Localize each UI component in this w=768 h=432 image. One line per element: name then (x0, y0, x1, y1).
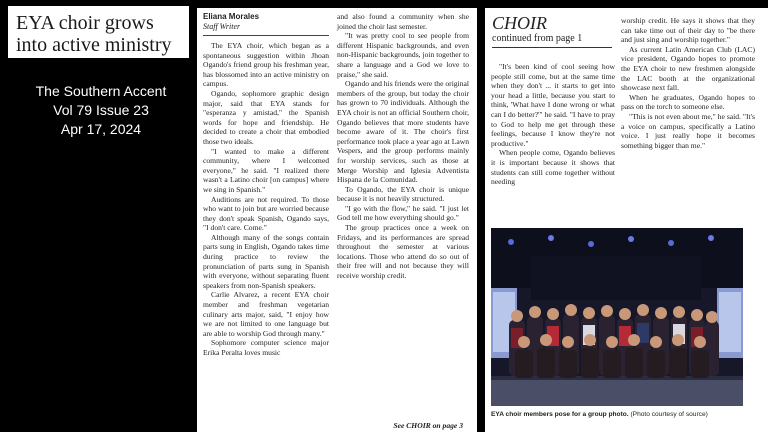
article-page-front (197, 8, 477, 432)
paragraph: Ogando and his friends were the original members of the group, but today the choir has grown to 70 individuals. Although the EYA choir is not an official Southern choir, Ogando believes that more students have become aware of it. The choir's first performance took place a year ago at Lawn Vespers, and the group performs mainly for worship services, such as those at Merge Worship and Iglesia Adventista Hispana de la Comunidad. (337, 79, 469, 185)
paragraph: When people come, Ogando believes it is important because it shows that students can still come together without needing (491, 148, 615, 187)
paragraph: Although many of the songs contain parts sung in English, Ogando takes time during practice to review the pronunciation of parts sung in Spanish with everyone, without separating fluent speakers from non-Spanish speakers. (203, 232, 329, 290)
paragraph: The group practices once a week on Fridays, and its performances are spread throughout the semester at various locations. Those who attend do so out of their free will and not because they will receive worship credit. (337, 223, 469, 281)
publication-issue: Vol 79 Issue 23 (53, 102, 149, 118)
article-column-2 (337, 12, 469, 281)
publication-name: The Southern Accent (35, 83, 167, 99)
caption-text: EYA choir members pose for a group photo. (491, 411, 629, 418)
headline-box (8, 6, 189, 58)
photo-caption (491, 410, 761, 419)
headline: EYA choir grows into active ministry (16, 12, 172, 56)
caption-credit: (Photo courtesy of source) (630, 411, 708, 418)
paragraph: As current Latin American Club (LAC) vice president, Ogando hopes to promote the EYA choir to new freshmen alongside the LAC booth at the organizational showcase next fall. (621, 44, 755, 93)
continued-header (492, 14, 612, 48)
paragraph: worship credit. He says it shows that they can take time out of their day to "be there and just sing and worship together." (621, 16, 755, 45)
jump-line: See CHOIR on page 3 (393, 421, 463, 430)
article-page-continued (485, 8, 768, 432)
paragraph: "This is not even about me," he said. "It's a voice on campus, specifically a Latino voice. I just really hope it becomes something bigger than me." (621, 111, 755, 150)
paragraph: Sophomore computer science major Erika Peralta loves music (203, 338, 329, 357)
continued-title: CHOIR (492, 13, 547, 33)
paragraph: "I wanted to make a different community, where I welcomed everyone," he said. "I realized there wasn't a Latino choir [on campus] where we sing in Spanish." (203, 146, 329, 194)
article-column-1 (203, 12, 329, 358)
byline-role: Staff Writer (203, 22, 329, 36)
paragraph: To Ogando, the EYA choir is unique because it is not heavily structured. (337, 184, 469, 204)
paragraph: "It's been kind of cool seeing how people still come, but at the same time when they don't ... it starts to get into your head a little, because you start to think, 'What have I done wrong or what can I do better?'" he said. "I have to pray to God to help me get through these feelings, because I know they're not productive." (491, 62, 615, 148)
paragraph: "It was pretty cool to see people from different Hispanic backgrounds, and even non-Hispanic backgrounds, join together to share a language and a God we love to praise," she said. (337, 31, 469, 79)
publication-info (10, 82, 192, 139)
choir-group-photo (491, 228, 743, 406)
paragraph: When he graduates, Ogando hopes to pass on the torch to someone else. (621, 92, 755, 112)
article-column-3 (491, 62, 615, 187)
continued-subtitle: continued from page 1 (492, 33, 583, 44)
paragraph: Carlie Alvarez, a recent EYA choir member and freshman vegetarian culinary arts major, said, "I enjoy how we are not limited to one language but are able to worship God through many." (203, 290, 329, 338)
paragraph: and also found a community when she joined the choir last semester. (337, 12, 469, 31)
article-column-4 (621, 16, 755, 150)
paragraph: Ogando, sophomore graphic design major, said that EYA stands for "esperanza y amistad," the Spanish words for hope and friendship. He decided to create a choir that embodied those two ideals. (203, 88, 329, 146)
choir-group-photo-image (491, 228, 743, 406)
byline-name: Eliana Morales (203, 12, 260, 21)
paragraph: Auditions are not required. To those who want to join but are worried because they don't speak Spanish, Ogando says, "I don't care. Come." (203, 194, 329, 233)
publication-date: Apr 17, 2024 (60, 121, 142, 137)
paragraph: "I go with the flow," he said. "I just let God tell me how everything should go." (337, 203, 469, 223)
paragraph: The EYA choir, which began as a spontaneous suggestion within Jhoan Ogando's friend group his freshman year, has blossomed into an active ministry on campus. (203, 41, 329, 89)
